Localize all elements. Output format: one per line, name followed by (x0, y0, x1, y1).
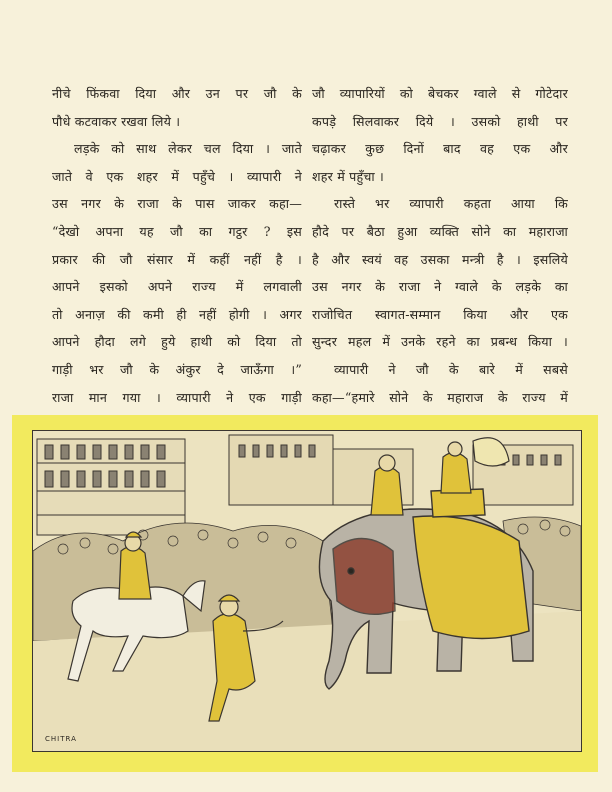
text-line: राजोचित स्वागत-सम्मान किया और एक (312, 306, 568, 322)
text-line: चढ़ाकर कुछ दिनों बाद वह एक और (312, 141, 568, 157)
text-line: सुन्दर महल में उनके रहने का प्रबन्ध किया । (312, 334, 568, 350)
text-line: उस नगर के राजा ने ग्वाले के लड़के का (312, 279, 568, 295)
text-line: उस नगर के राजा के पास जाकर कहा— (52, 196, 302, 212)
text-line: है और स्वयं वह उसका मन्त्री है । इसलिये (312, 251, 568, 267)
text-column-right (312, 80, 568, 411)
procession-illustration (33, 431, 581, 751)
text-line: लड़के को साथ लेकर चल दिया । जाते (74, 141, 302, 157)
text-line: “देखो अपना यह जौ का गट्ठर ? इस (52, 223, 302, 239)
text-line: प्रकार की जौ संसार में कहीं नहीं है । (52, 251, 302, 267)
artist-signature: CHITRA (45, 735, 77, 743)
text-line: जाते वे एक शहर में पहुँचे । व्यापारी ने (52, 168, 302, 184)
text-line: कपड़े सिलवाकर दिये । उसको हाथी पर (312, 113, 568, 129)
text-line: व्यापारी ने जौ के बारे में सबसे (334, 361, 568, 377)
text-line: आपने हौदा लगे हुये हाथी को दिया तो (52, 334, 302, 350)
text-line: तो अनाज़ की कमी ही नहीं होगी । अगर (52, 306, 302, 322)
text-column-left (52, 80, 302, 411)
text-line: पौधे कटवाकर रखवा लिये । (52, 113, 181, 129)
palace-left (37, 439, 185, 535)
text-line: शहर में पहुँचा । (312, 168, 385, 184)
text-line: राजा मान गया । व्यापारी ने एक गाड़ी (52, 389, 302, 405)
text-line: जौ व्यापारियों को बेचकर ग्वाले से गोटेदार (312, 86, 568, 101)
text-line: नीचे फिंकवा दिया और उन पर जौ के (52, 86, 302, 101)
illustration (32, 430, 582, 752)
text-line: गाड़ी भर जौ के अंकुर दे जाऊँगा ।” (52, 361, 302, 377)
text-line: हौदे पर बैठा हुआ व्यक्ति सोने का महाराजा (312, 223, 568, 239)
text-line: आपने इसको अपने राज्य में लगवाली (52, 279, 302, 295)
text-line: रास्ते भर व्यापारी कहता आया कि (334, 196, 568, 212)
text-line: कहा—“हमारे सोने के महाराज के राज्य में (312, 389, 568, 405)
